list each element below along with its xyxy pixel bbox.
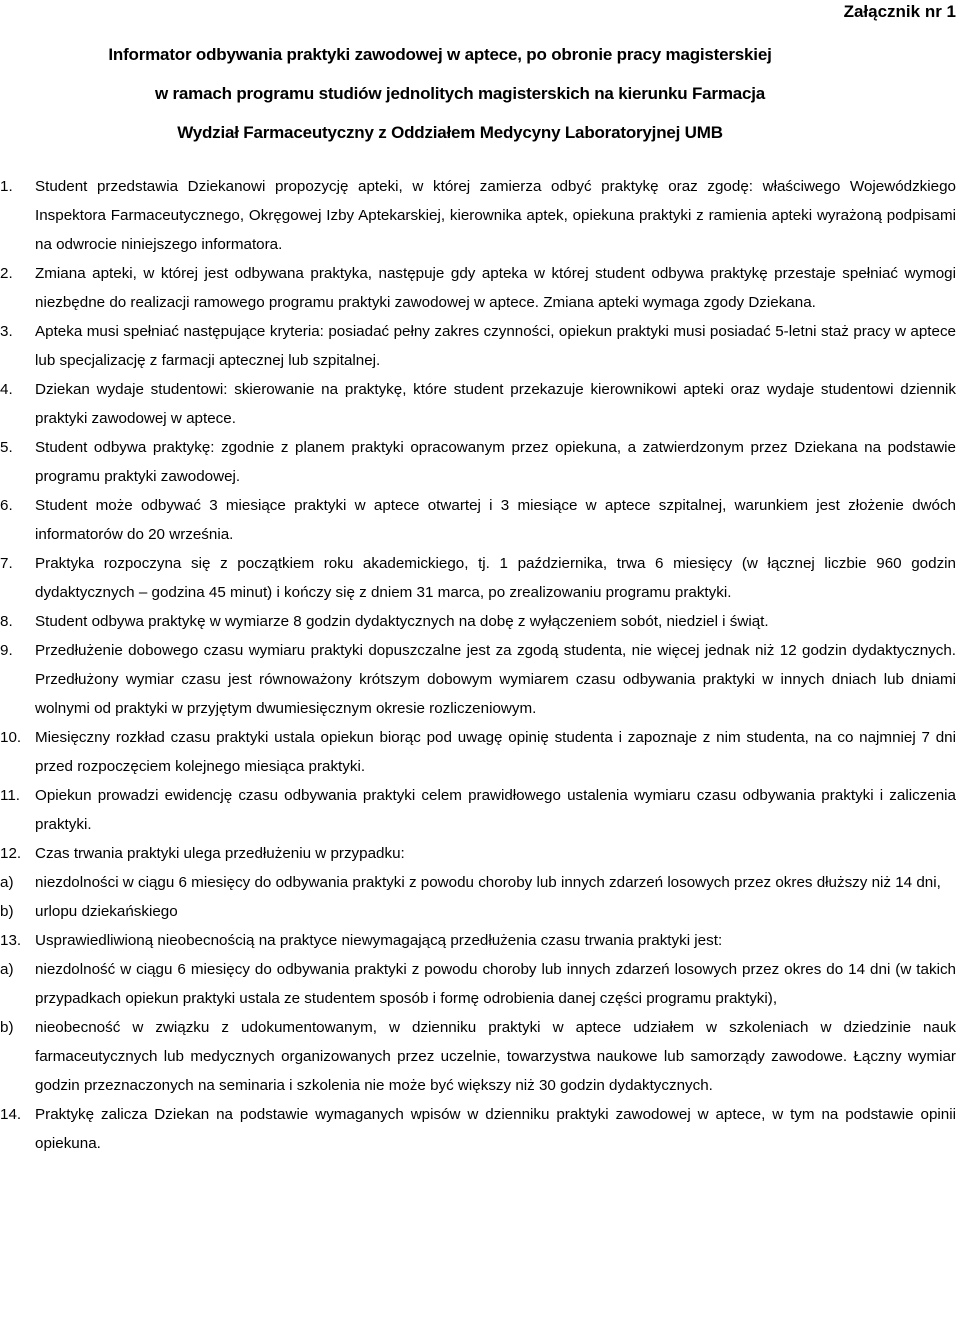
item-text: niezdolności w ciągu 6 miesięcy do odbywania praktyki z powodu choroby lub innych zdarzeń losowych przez okres dłuższy niż 14 dni,	[35, 874, 941, 891]
item-number: 7.	[0, 555, 13, 572]
list-item	[0, 926, 956, 955]
list-item	[0, 433, 956, 491]
list-item	[0, 897, 956, 926]
item-number: 3.	[0, 323, 13, 340]
item-number: 4.	[0, 381, 13, 398]
item-text: urlopu dziekańskiego	[35, 903, 178, 920]
list-item	[0, 868, 956, 897]
title-line: Informator odbywania praktyki zawodowej w aptece, po obronie pracy magisterskiej	[108, 45, 772, 64]
item-text: Praktykę zalicza Dziekan na podstawie wymaganych wpisów w dzienniku praktyki zawodowej w aptece, w tym na podstawie opinii opiekuna.	[35, 1106, 956, 1152]
item-text: Dziekan wydaje studentowi: skierowanie na praktykę, które student przekazuje kierownikowi apteki oraz wydaje studentowi dziennik praktyki zawodowej w aptece.	[35, 381, 956, 427]
item-number: 6.	[0, 497, 13, 514]
list-item	[0, 607, 956, 636]
list-item	[0, 636, 956, 723]
item-number: a)	[0, 961, 14, 978]
item-text: Zmiana apteki, w której jest odbywana praktyka, następuje gdy apteka w której student odbywa praktykę przestaje spełniać wymogi niezbędne do realizacji ramowego programu praktyki zawodowej w aptece. Zmiana apteki wymaga zgody Dziekana.	[35, 265, 956, 311]
item-number: 2.	[0, 265, 13, 282]
list-item	[0, 375, 956, 433]
item-number: 13.	[0, 932, 22, 949]
item-text: nieobecność w związku z udokumentowanym, w dzienniku praktyki w aptece udziałem w szkoleniach w dziedzinie nauk farmaceutycznych lub medycznych organizowanych przez uczelnie, towarzystwa naukowe lub samorządy zawodowe. Łączny wymiar godzin przeznaczonych na seminaria i szkolenia nie może być większy niż 30 godzin dydaktycznych.	[35, 1019, 956, 1094]
item-text: Przedłużenie dobowego czasu wymiaru praktyki dopuszczalne jest za zgodą studenta, nie więcej jednak niż 12 godzin dydaktycznych. Przedłużony wymiar czasu jest równoważony krótszym dobowym wymiarem czasu odbywania praktyki w innych dniach lub dniami wolnymi od praktyki w przyjętym dwumiesięcznym okresie rozliczeniowym.	[35, 642, 956, 717]
item-text: Student odbywa praktykę w wymiarze 8 godzin dydaktycznych na dobę z wyłączeniem sobót, niedziel i świąt.	[35, 613, 769, 630]
item-number: 8.	[0, 613, 13, 630]
item-number: 14.	[0, 1106, 22, 1123]
item-text: Student przedstawia Dziekanowi propozycję apteki, w której zamierza odbyć praktykę oraz zgodę: właściwego Wojewódzkiego Inspektora Farmaceutycznego, Okręgowej Izby Aptekarskiej, kierownika aptek, opiekuna praktyki z ramienia apteki wyrażoną podpisami na odwrocie niniejszego informatora.	[35, 178, 956, 253]
item-number: b)	[0, 1019, 14, 1036]
item-number: 11.	[0, 787, 20, 804]
item-text: Apteka musi spełniać następujące kryteria: posiadać pełny zakres czynności, opiekun praktyki musi posiadać 5-letni staż pracy w aptece lub specjalizację z farmacji aptecznej lub szpitalnej.	[35, 323, 956, 369]
item-text: Miesięczny rozkład czasu praktyki ustala opiekun biorąc pod uwagę opinię studenta i zapoznaje z nim studenta, na co najmniej 7 dni przed rozpoczęciem kolejnego miesiąca praktyki.	[35, 729, 956, 775]
item-number: 9.	[0, 642, 13, 659]
list-item	[0, 549, 956, 607]
item-text: Student może odbywać 3 miesiące praktyki w aptece otwartej i 3 miesiące w aptece szpitalnej, warunkiem jest złożenie dwóch informatorów do 20 września.	[35, 497, 956, 543]
list-item	[0, 839, 956, 868]
item-number: 10.	[0, 729, 22, 746]
title-line: w ramach programu studiów jednolitych magisterskich na kierunku Farmacja	[154, 84, 766, 103]
list-item	[0, 172, 956, 259]
list-item	[0, 781, 956, 839]
list-item	[0, 491, 956, 549]
item-text: Praktyka rozpoczyna się z początkiem roku akademickiego, tj. 1 października, trwa 6 miesięcy (w łącznej liczbie 960 godzin dydaktycznych – godzina 45 minut) i kończy się z dniem 31 marca, po zrealizowaniu programu praktyki.	[35, 555, 956, 601]
list-item	[0, 955, 956, 1013]
list-item	[0, 259, 956, 317]
list-item	[0, 1013, 956, 1100]
list-item	[0, 317, 956, 375]
item-text: Czas trwania praktyki ulega przedłużeniu w przypadku:	[35, 845, 405, 862]
item-number: 12.	[0, 845, 22, 862]
list-item	[0, 723, 956, 781]
document-title	[0, 35, 960, 152]
item-text: Student odbywa praktykę: zgodnie z planem praktyki opracowanym przez opiekuna, a zatwierdzonym przez Dziekana na podstawie programu praktyki zawodowej.	[35, 439, 956, 485]
annex-label: Załącznik nr 1	[843, 2, 956, 21]
item-number: b)	[0, 903, 14, 920]
item-text: Opiekun prowadzi ewidencję czasu odbywania praktyki celem prawidłowego ustalenia wymiaru czasu odbywania praktyki i zaliczenia praktyki.	[35, 787, 956, 833]
item-text: niezdolność w ciągu 6 miesięcy do odbywania praktyki z powodu choroby lub innych zdarzeń losowych przez okres do 14 dni (w takich przypadkach opiekun praktyki ustala ze studentem sposób i formę odrobienia danej części programu praktyki),	[35, 961, 956, 1007]
document-body	[0, 172, 956, 1158]
list-item	[0, 1100, 956, 1158]
item-number: 5.	[0, 439, 13, 456]
title-line: Wydział Farmaceutyczny z Oddziałem Medycyny Laboratoryjnej UMB	[177, 123, 723, 142]
item-number: 1.	[0, 178, 13, 195]
item-text: Usprawiedliwioną nieobecnością na praktyce niewymagającą przedłużenia czasu trwania praktyki jest:	[35, 932, 723, 949]
item-number: a)	[0, 874, 14, 891]
